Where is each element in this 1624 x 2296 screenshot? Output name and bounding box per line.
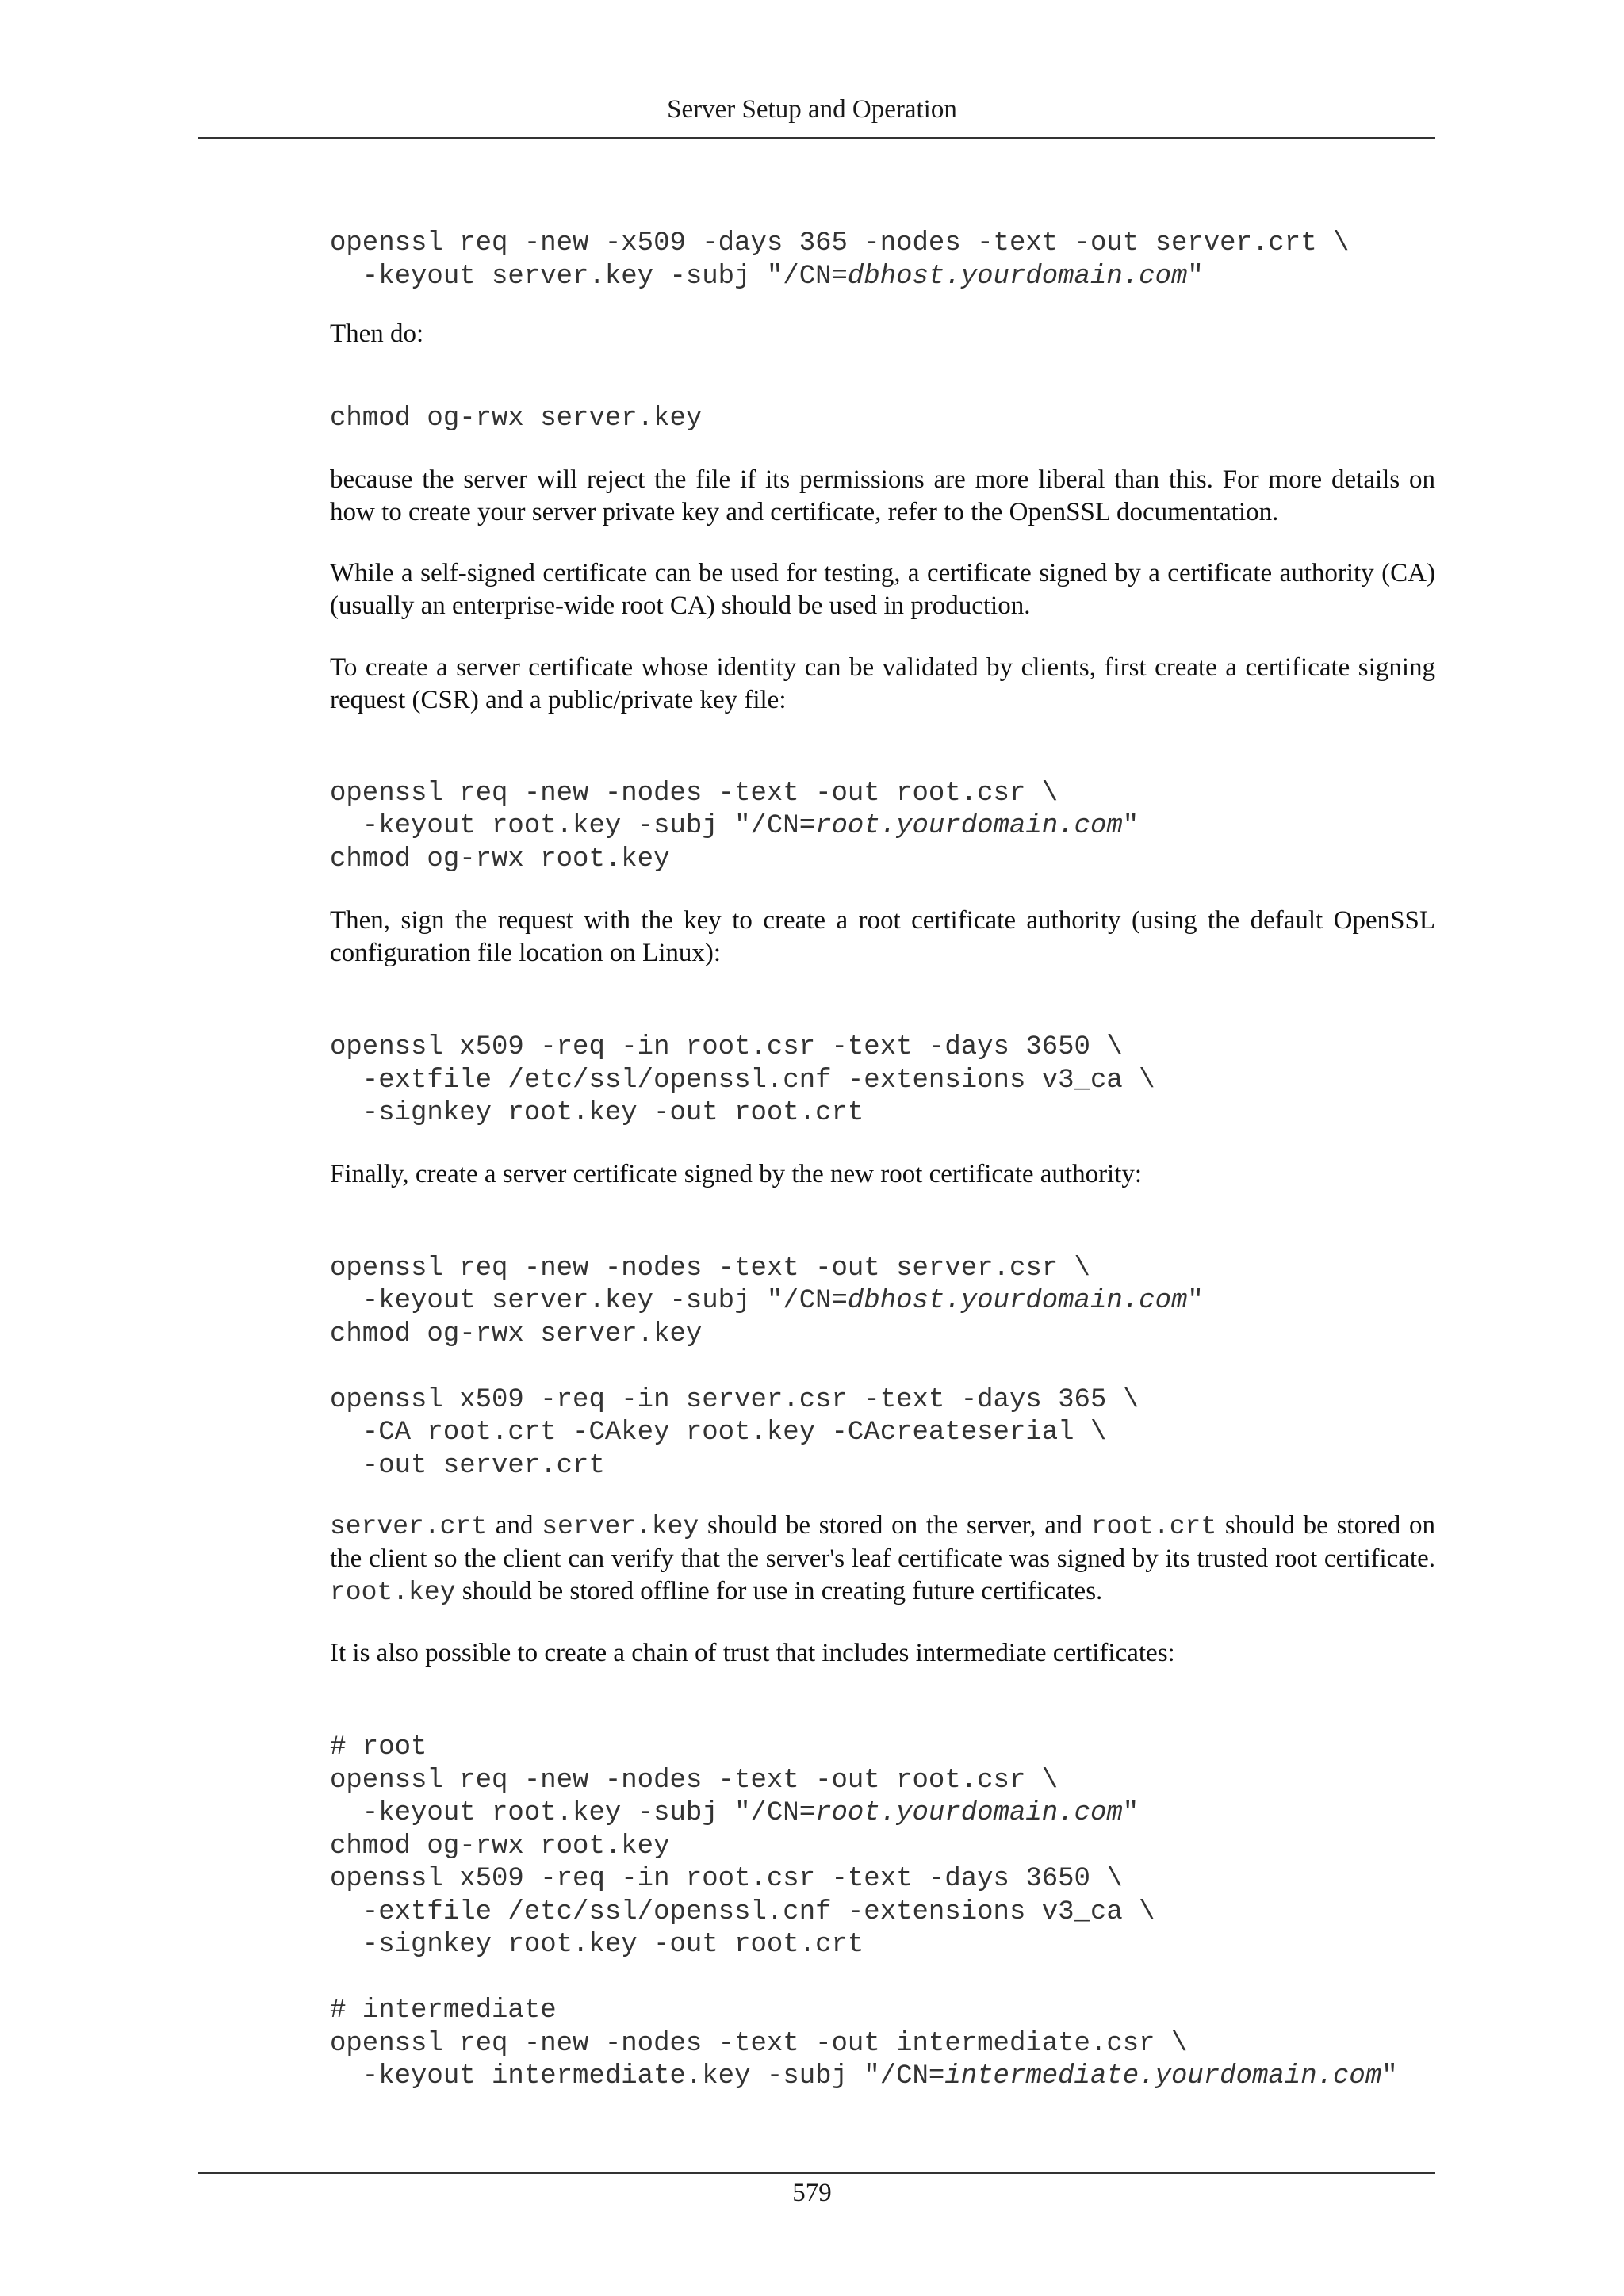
code-line: -extfile /etc/ssl/openssl.cnf -extensions v3_ca \	[330, 1896, 1155, 1927]
code-line: -keyout intermediate.key -subj "/CN=	[330, 2061, 945, 2091]
code-block-root-csr	[330, 778, 1435, 877]
code-line-end: "	[1187, 261, 1204, 292]
paragraph-then-do: Then do:	[330, 320, 424, 348]
paragraph-storage	[330, 1510, 1435, 1609]
paragraph-chain-of-trust: It is also possible to create a chain of trust that includes intermediate certificates:	[330, 1639, 1175, 1667]
header-rule	[198, 137, 1435, 139]
code-line: openssl req -new -nodes -text -out intermediate.csr \	[330, 2028, 1188, 2059]
code-block-server-cert	[330, 1253, 1435, 1483]
code-line: openssl x509 -req -in server.csr -text -days 365 \	[330, 1384, 1139, 1415]
paragraph-csr-intro: To create a server certificate whose identity can be validated by clients, first create a certificate signing request (CSR) and a public/private key file:	[330, 652, 1435, 714]
code-line: openssl x509 -req -in root.csr -text -days 3650 \	[330, 1864, 1123, 1894]
code-placeholder-hostname: root.yourdomain.com	[815, 811, 1123, 841]
code-line: openssl req -new -nodes -text -out root.csr \	[330, 778, 1059, 809]
code-line: -keyout server.key -subj "/CN=	[330, 1286, 848, 1316]
code-line: chmod og-rwx server.key	[330, 404, 703, 434]
inline-code-root-key: root.key	[330, 1578, 456, 1607]
code-line: -out server.crt	[330, 1450, 605, 1481]
running-header: Server Setup and Operation	[667, 95, 957, 124]
text-run: should be stored on the server, and	[699, 1511, 1091, 1540]
code-line: -keyout root.key -subj "/CN=	[330, 1798, 816, 1828]
code-line: openssl x509 -req -in root.csr -text -days 3650 \	[330, 1032, 1123, 1062]
page-number: 579	[792, 2179, 832, 2207]
code-line: -signkey root.key -out root.crt	[330, 1930, 864, 1960]
text-run: should be stored offline for use in creating future certificates.	[455, 1577, 1103, 1605]
code-line: -keyout root.key -subj "/CN=	[330, 811, 816, 841]
code-line-end: "	[1122, 811, 1139, 841]
footer-rule	[198, 2172, 1435, 2174]
code-line: chmod og-rwx root.key	[330, 1831, 670, 1862]
code-line-end: "	[1187, 1286, 1204, 1316]
code-line: chmod og-rwx server.key	[330, 1318, 703, 1349]
code-line: -signkey root.key -out root.crt	[330, 1098, 864, 1128]
code-line: openssl req -new -nodes -text -out root.csr \	[330, 1765, 1059, 1796]
text-run: should be stored on the client so the client can verify that the server's leaf certificate was signed by its trusted root certificate.	[330, 1511, 1435, 1573]
code-block-self-signed-cert	[330, 228, 1435, 293]
paragraph-self-signed-note: While a self-signed certificate can be used for testing, a certificate signed by a certificate authority (CA) (usually an enterprise-wide root CA) should be used in production.	[330, 558, 1435, 620]
inline-code-server-crt: server.crt	[330, 1512, 488, 1541]
code-line-end: "	[1381, 2061, 1398, 2091]
paragraph-finally: Finally, create a server certificate signed by the new root certificate authority:	[330, 1159, 1143, 1188]
code-line: -extfile /etc/ssl/openssl.cnf -extensions v3_ca \	[330, 1065, 1155, 1096]
code-comment: # intermediate	[330, 1996, 557, 2026]
code-line: openssl req -new -nodes -text -out server.csr \	[330, 1253, 1090, 1284]
code-comment: # root	[330, 1732, 427, 1762]
code-line-end: "	[1122, 1798, 1139, 1828]
code-placeholder-hostname: intermediate.yourdomain.com	[944, 2061, 1382, 2091]
code-block-chain-of-trust	[330, 1732, 1435, 2094]
code-placeholder-hostname: dbhost.yourdomain.com	[847, 1286, 1188, 1316]
inline-code-root-crt: root.crt	[1090, 1512, 1217, 1541]
code-line: chmod og-rwx root.key	[330, 844, 670, 874]
code-placeholder-hostname: dbhost.yourdomain.com	[847, 261, 1188, 292]
text-run: and	[487, 1511, 542, 1540]
code-block-chmod-server-key	[330, 403, 1435, 436]
paragraph-sign-request: Then, sign the request with the key to create a root certificate authority (using the default OpenSSL configuration file location on Linux):	[330, 906, 1435, 967]
inline-code-server-key: server.key	[542, 1512, 699, 1541]
code-placeholder-hostname: root.yourdomain.com	[815, 1798, 1123, 1828]
code-line: -keyout server.key -subj "/CN=	[330, 261, 848, 292]
page-body	[330, 228, 1435, 2094]
code-block-root-cert	[330, 1031, 1435, 1131]
paragraph-permissions: because the server will reject the file if its permissions are more liberal than this. For more details on how to create your server private key and certificate, refer to the OpenSSL documentation.	[330, 465, 1435, 526]
code-line: -CA root.crt -CAkey root.key -CAcreateserial \	[330, 1418, 1107, 1448]
code-line: openssl req -new -x509 -days 365 -nodes -text -out server.crt \	[330, 228, 1350, 258]
